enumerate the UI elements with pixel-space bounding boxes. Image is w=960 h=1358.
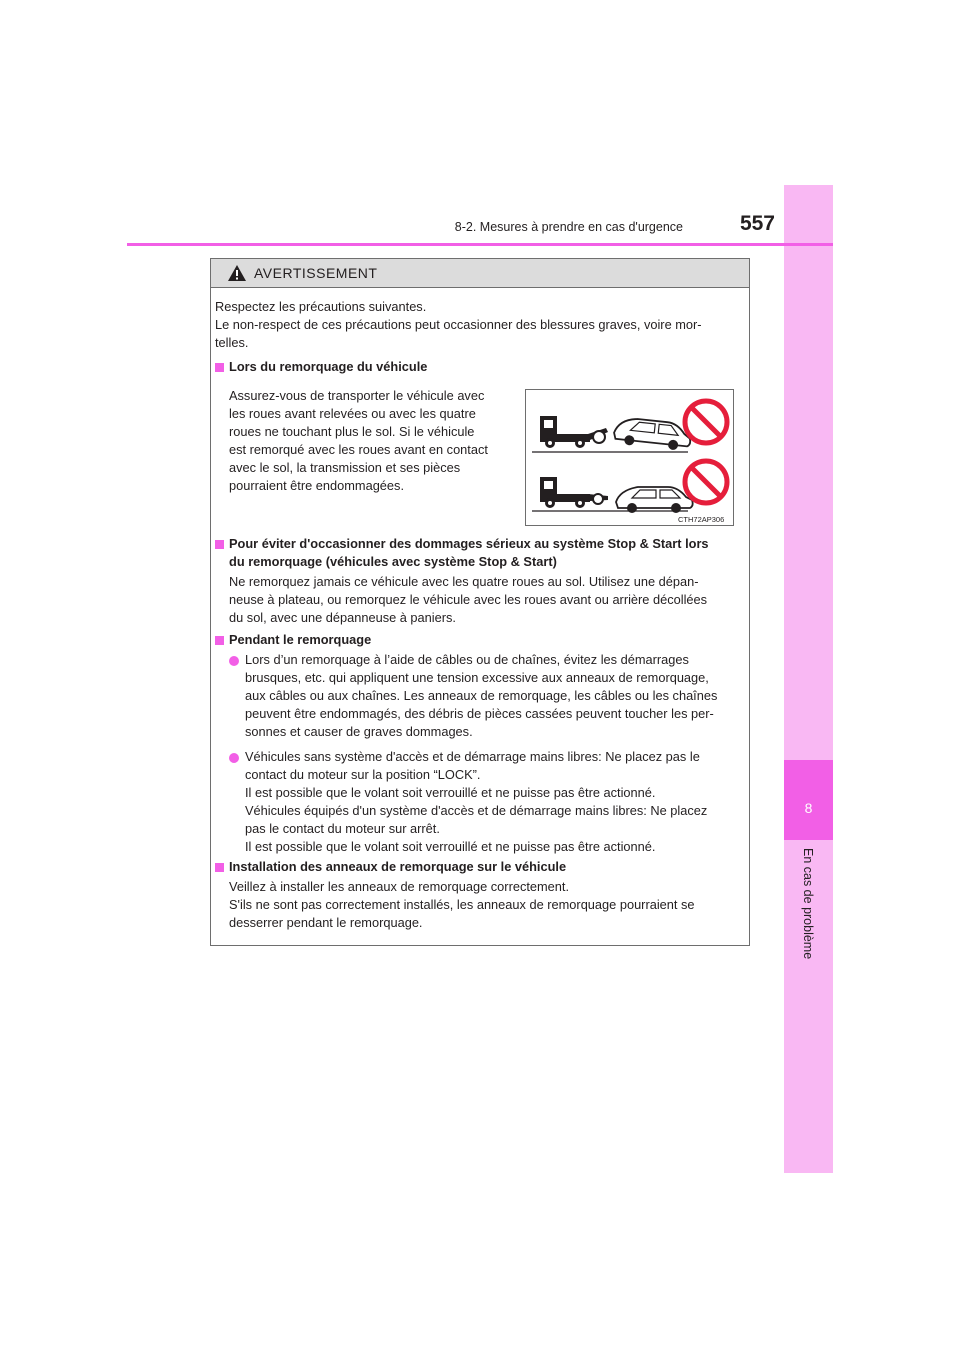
- bullet-dot-icon: [229, 753, 239, 763]
- car-icon: [616, 487, 693, 513]
- prohibited-icon: [685, 401, 727, 443]
- tow-eyelet-text-line: S'ils ne sont pas correctement installés, les anneaux de remorquage pourraient se: [229, 897, 695, 912]
- bullet-text-line: Il est possible que le volant soit verrouillé et ne puisse pas être actionné.: [245, 839, 656, 854]
- page-number: 557: [739, 212, 775, 235]
- bullet-text-line: brusques, etc. qui appliquent une tension excessive aux anneaux de remorquage,: [245, 670, 709, 685]
- tow-truck-icon: [540, 416, 608, 448]
- tow-truck-icon: [540, 477, 608, 508]
- stop-start-text-line: neuse à plateau, ou remorquez le véhicule avec les roues avant ou arrière décollées: [229, 592, 708, 607]
- section-title: 8-2. Mesures à prendre en cas d'urgence: [454, 220, 683, 234]
- section-heading-towing: Lors du remorquage du véhicule: [229, 359, 428, 374]
- warning-triangle-icon: [227, 264, 247, 282]
- prohibited-icon: [685, 461, 727, 503]
- section-square-icon: [215, 363, 224, 372]
- bullet-text-line: aux câbles ou aux chaînes. Les anneaux de remorquage, les câbles ou les chaînes: [245, 688, 718, 703]
- warning-header: [211, 259, 749, 288]
- chapter-side-tab: [784, 185, 833, 1173]
- section-square-icon: [215, 540, 224, 549]
- bullet-text-line: Lors d’un remorquage à l’aide de câbles ou de chaînes, évitez les démarrages: [245, 652, 689, 667]
- tow-eyelet-text-line: desserrer pendant le remorquage.: [229, 915, 423, 930]
- bullet-text-line: pas le contact du moteur sur arrêt.: [245, 821, 440, 836]
- bullet-dot-icon: [229, 656, 239, 666]
- warning-title: AVERTISSEMENT: [254, 265, 378, 281]
- bullet-text-line: Véhicules équipés d'un système d'accès et de démarrage mains libres: Ne placez: [245, 803, 708, 818]
- bullet-text-line: Véhicules sans système d'accès et de démarrage mains libres: Ne placez pas le: [245, 749, 700, 764]
- bullet-text-line: Il est possible que le volant soit verrouillé et ne puisse pas être actionné.: [245, 785, 656, 800]
- chapter-number-tab: [784, 760, 833, 840]
- towing-text-line: roues ne touchant plus le sol. Si le véhicule: [229, 424, 475, 439]
- towing-illustration: [525, 389, 734, 526]
- bullet-text-line: contact du moteur sur la position “LOCK”.: [245, 767, 481, 782]
- section-heading-stop-start: Pour éviter d'occasionner des dommages sérieux au système Stop & Start lors: [229, 536, 709, 551]
- intro-line-2: Le non-respect de ces précautions peut occasionner des blessures graves, voire mor-: [215, 317, 702, 332]
- tow-eyelet-text-line: Veillez à installer les anneaux de remorquage correctement.: [229, 879, 570, 894]
- towing-text-line: pourraient être endommagées.: [229, 478, 404, 493]
- intro-line-3: telles.: [215, 335, 249, 350]
- car-icon: [613, 417, 692, 452]
- stop-start-text-line: Ne remorquez jamais ce véhicule avec les quatre roues au sol. Utilisez une dépan-: [229, 574, 699, 589]
- figure-code: CTH72AP306: [678, 515, 725, 524]
- stop-start-text-line: du sol, avec une dépanneuse à paniers.: [229, 610, 456, 625]
- section-heading-stop-start: du remorquage (véhicules avec système Stop & Start): [229, 554, 557, 569]
- towing-diagram: [526, 390, 733, 525]
- intro-line-1: Respectez les précautions suivantes.: [215, 299, 427, 314]
- section-heading-tow-eyelet: Installation des anneaux de remorquage sur le véhicule: [229, 859, 567, 874]
- chapter-label: En cas de problème: [801, 848, 815, 960]
- chapter-number: 8: [804, 800, 813, 816]
- towing-text-line: les roues avant relevées ou avec les quatre: [229, 406, 476, 421]
- bullet-text-line: peuvent être endommagés, des débris de pièces cassées peuvent toucher les per-: [245, 706, 714, 721]
- chapter-label-container: [797, 848, 819, 1008]
- section-heading-during-towing: Pendant le remorquage: [229, 632, 372, 647]
- header-rule: [127, 243, 833, 246]
- towing-text-line: Assurez-vous de transporter le véhicule avec: [229, 388, 485, 403]
- section-square-icon: [215, 636, 224, 645]
- towing-text-line: avec le sol, la transmission et ses pièces: [229, 460, 461, 475]
- section-square-icon: [215, 863, 224, 872]
- towing-text-line: est remorqué avec les roues avant en contact: [229, 442, 488, 457]
- bullet-text-line: sonnes et causer de graves dommages.: [245, 724, 473, 739]
